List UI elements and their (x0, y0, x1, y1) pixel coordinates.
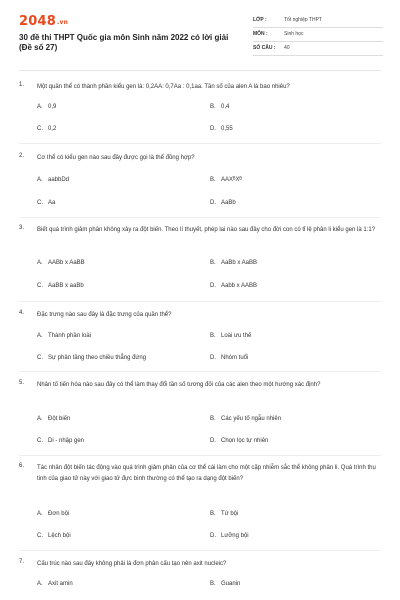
option-text: Sự phân tầng theo chiều thẳng đứng (48, 355, 147, 361)
header-divider (19, 70, 381, 71)
option-letter: A. (37, 260, 43, 266)
option-text: AABb x AaBB (48, 260, 85, 266)
question-divider (19, 455, 381, 456)
option-letter: B. (210, 416, 216, 422)
question-text: Cấu trúc nào sau đây không phải là đơn phân cấu tạo nên axit nucleic? (37, 561, 227, 567)
meta-class (253, 14, 383, 28)
option-text: Đơn bội (48, 511, 70, 517)
question-number: 4. (19, 310, 25, 316)
option-text: Các yếu tố ngẫu nhiên (221, 416, 282, 422)
option-letter: C. (37, 438, 43, 444)
option-letter: D. (210, 533, 216, 539)
option-letter: B. (210, 177, 216, 183)
option-letter: A. (37, 416, 43, 422)
option-letter: B. (210, 104, 216, 110)
question-divider (19, 550, 381, 551)
site-logo[interactable] (19, 14, 68, 29)
option-text: Axit amin (48, 581, 73, 587)
meta-key: LỚP : (253, 17, 267, 23)
option-text: AaBb (221, 200, 236, 206)
option-text: 0,55 (221, 126, 233, 132)
question-number: 3. (19, 225, 25, 231)
document-title: 30 đề thi THPT Quốc gia môn Sinh năm 2022 có lời giải (Đề số 27) (19, 33, 229, 52)
option-letter: D. (210, 200, 216, 206)
question-number: 7. (19, 559, 25, 565)
option-letter: B. (210, 333, 216, 339)
option-text: Thành phần loài (48, 333, 92, 339)
option-letter: A. (37, 511, 43, 517)
option-text: 0,9 (48, 104, 57, 110)
question-number: 2. (19, 153, 25, 159)
option-text: aabbDd (48, 177, 70, 183)
meta-question-count (253, 42, 383, 56)
question-text: Một quần thể có thành phần kiểu gen là: 0,2AA: 0,7Aa : 0,1aa. Tần số của alen A là bao nhiêu? (37, 84, 290, 90)
option-letter: B. (210, 511, 216, 517)
meta-value: 40 (284, 45, 290, 51)
option-letter: C. (37, 355, 43, 361)
option-letter: B. (210, 260, 216, 266)
meta-value: Tốt nghiệp THPT (284, 17, 322, 23)
option-text: Aa (48, 200, 56, 206)
option-letter: A. (37, 104, 43, 110)
question-number: 6. (19, 463, 25, 469)
logo-text: 2048 (19, 14, 56, 29)
question-text: Biết quá trình giảm phân không xảy ra đột biến. Theo lí thuyết, phép lai nào sau đây cho đời con có tỉ lệ phân li kiểu gen là 1:1? (37, 227, 376, 233)
option-letter: C. (37, 533, 43, 539)
option-text: Guanin (221, 581, 241, 587)
option-text: AaBb x AaBB (221, 260, 258, 266)
question-text: Tác nhân đột biến tác động vào quá trình giảm phân của cơ thể cái làm cho một cặp nhiễm sắc thể không phân li. Quá trình thụ tinh của giao tử này với giao tử đực bình thường có thể tạo ra dạng đột biến? (37, 465, 376, 482)
option-letter: A. (37, 581, 43, 587)
option-letter: B. (210, 581, 216, 587)
meta-key: MÔN : (253, 31, 268, 37)
option-text: 0,4 (221, 104, 230, 110)
option-text: AaBB x aaBb (48, 283, 84, 289)
option-letter: A. (37, 177, 43, 183)
option-letter: C. (37, 126, 43, 132)
option-text: Di - nhập gen (48, 438, 85, 444)
question-text: Đặc trưng nào sau đây là đặc trưng của quần thể? (37, 312, 172, 318)
option-letter: C. (37, 200, 43, 206)
option-letter: D. (210, 355, 216, 361)
option-text: Tứ bội (221, 511, 239, 517)
question-number: 1. (19, 82, 25, 88)
question-divider (19, 371, 381, 372)
question-divider (19, 217, 381, 218)
option-text: Lưỡng bội (221, 533, 249, 539)
option-letter: D. (210, 438, 216, 444)
option-text: Lệch bội (48, 533, 71, 539)
option-letter: C. (37, 283, 43, 289)
logo-suffix: .vn (56, 19, 69, 26)
option-text: AAXᴮXᴮ (221, 177, 242, 183)
option-letter: A. (37, 333, 43, 339)
option-text: Aabb x AABB (221, 283, 258, 289)
meta-subject (253, 28, 383, 42)
option-text: 0,2 (48, 126, 57, 132)
question-divider (19, 301, 381, 302)
page-header (0, 0, 400, 64)
question-text: Cơ thể có kiểu gen nào sau đây được gọi là thể đồng hợp? (37, 155, 195, 161)
option-text: Đột biến (48, 416, 71, 422)
meta-key: SỐ CÂU : (253, 45, 276, 51)
option-text: Loài ưu thế (221, 333, 252, 339)
question-divider (19, 143, 381, 144)
question-number: 5. (19, 380, 25, 386)
option-letter: D. (210, 126, 216, 132)
option-text: Chọn lọc tự nhiên (221, 438, 269, 444)
option-letter: D. (210, 283, 216, 289)
option-text: Nhóm tuổi (221, 355, 249, 361)
question-text: Nhân tố tiến hóa nào sau đây có thể làm thay đổi tần số tương đối của các alen theo một hướng xác định? (37, 382, 321, 388)
meta-value: Sinh học (284, 31, 304, 37)
